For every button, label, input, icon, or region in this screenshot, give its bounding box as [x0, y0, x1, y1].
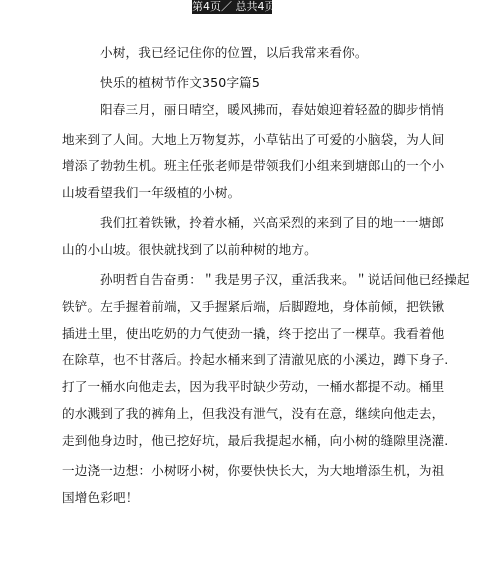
paragraph-line: 插进土里，使出吃奶的力气使劲一撬，终于挖出了一棵草。我看着他 [62, 326, 445, 341]
page-indicator: 第4页／ 总共4页 [192, 0, 276, 13]
paragraph-line: 阳春三月，丽日晴空，暖风拂而，春姑娘迎着轻盈的脚步悄悄 [100, 102, 445, 117]
paragraph-line: 我们扛着铁锹，拎着水桶，兴高采烈的来到了目的地一一塘郎 [100, 215, 445, 230]
paragraph-line: 在除草，也不甘落后。拎起水桶来到了清澈见底的小溪边，蹲下身子. [62, 352, 449, 367]
paragraph-line: 一边浇一边想：小树呀小树，你要快快长大，为大地增添生机，为祖 [62, 463, 445, 478]
paragraph-line: 地来到了人间。大地上万物复苏，小草钻出了可爱的小脑袋，为人间 [62, 132, 445, 147]
paragraph-line: 增添了勃勃生机。班主任张老师是带领我们小组来到塘郎山的一个小 [62, 158, 445, 173]
paragraph-line: 山的小山坡。很快就找到了以前种树的地方。 [62, 242, 317, 257]
essay-heading: 快乐的植树节作文350字篇5 [100, 75, 261, 90]
paragraph-line: 打了一桶水向他走去，因为我平时缺少劳动，一桶水都提不动。桶里 [62, 379, 445, 394]
paragraph-line: 的水溅到了我的裤角上，但我没有泄气，没有在意，继续向他走去， [62, 406, 445, 421]
paragraph-line: 山坡看望我们一年级植的小树。 [62, 185, 241, 200]
paragraph-line: 铁铲。左手握着前端，又手握紧后端，后脚蹬地，身体前倾，把铁锹 [62, 299, 445, 314]
paragraph-line: 孙明哲自告奋勇：＂我是男子汉，重活我来。＂说话间他已经操起 [100, 272, 470, 287]
paragraph-line: 国增色彩吧！ [62, 490, 139, 505]
paragraph-line: 小树，我已经记住你的位置，以后我常来看你。 [100, 45, 368, 60]
paragraph-line: 走到他身边时，他已挖好坑，最后我提起水桶，向小树的缝隙里浇灌. [62, 433, 449, 448]
